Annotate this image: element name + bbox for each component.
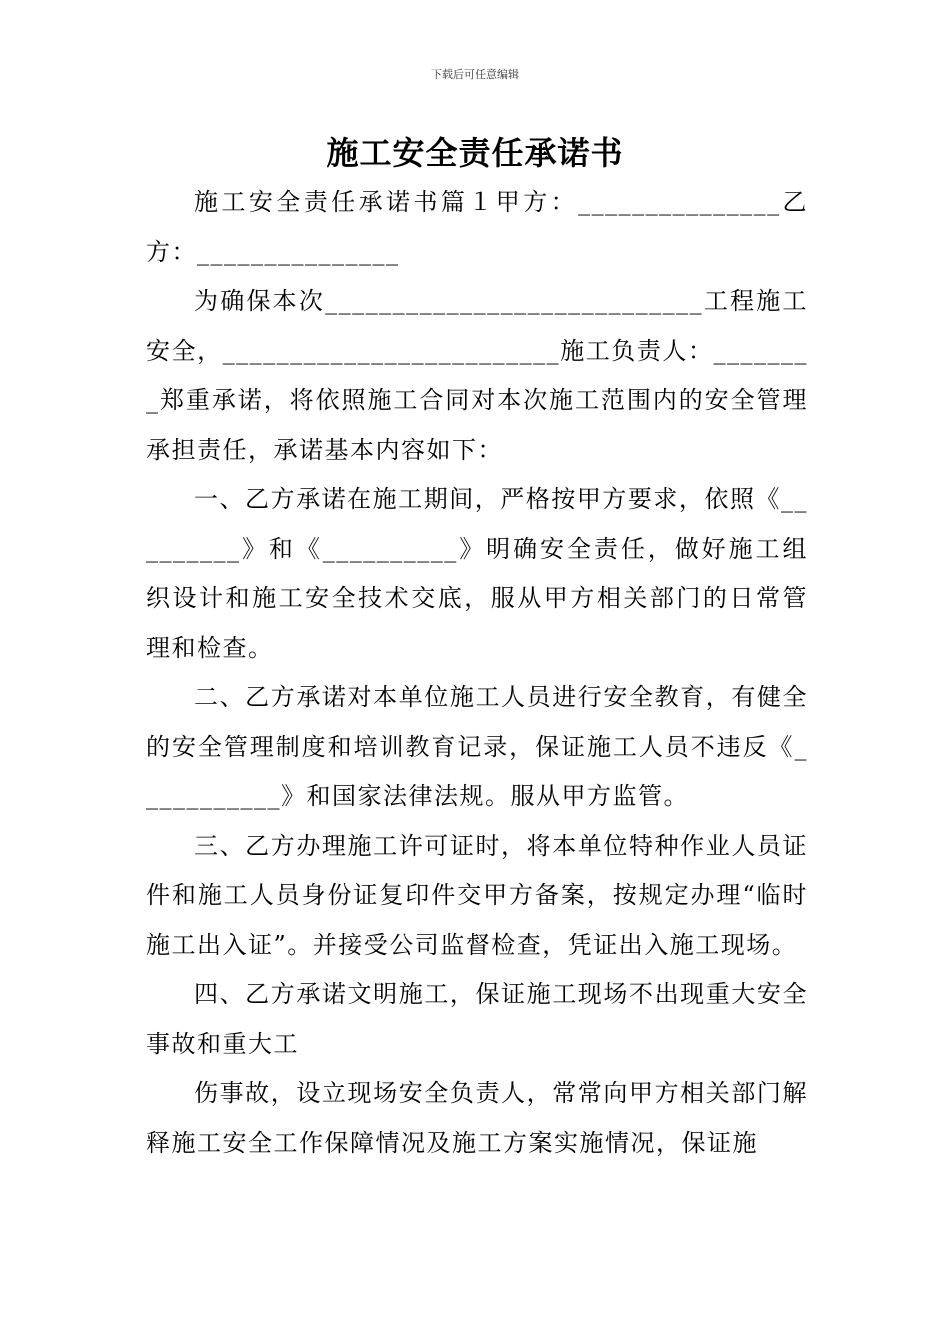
paragraph-clause-4-continued: 伤事故，设立现场安全负责人，常常向甲方相关部门解释施工安全工作保障情况及施工方案实施情况，保证施	[146, 1079, 808, 1157]
paragraph-commitment: 为确保本次____________________________工程施工安全，_________________________施工负责人：________郑重承诺，将依照施工合同对本次施工范围内的安全管理承担责任，承诺基本内容如下：	[146, 287, 808, 464]
header-note: 下载后可任意编辑	[431, 68, 519, 81]
document-body	[146, 178, 808, 1168]
paragraph-intro: 施工安全责任承诺书篇１甲方：_______________乙方：_______________	[146, 188, 808, 266]
document-title: 施工安全责任承诺书	[326, 134, 624, 172]
paragraph-clause-2: 二、乙方承诺对本单位施工人员进行安全教育，有健全的安全管理制度和培训教育记录，保证施工人员不违反《___________》和国家法律法规。服从甲方监管。	[146, 683, 808, 810]
paragraph-clause-4: 四、乙方承诺文明施工，保证施工现场不出现重大安全事故和重大工	[146, 980, 808, 1058]
paragraph-clause-3: 三、乙方办理施工许可证时，将本单位特种作业人员证件和施工人员身份证复印件交甲方备案，按规定办理“临时施工出入证”。并接受公司监督检查，凭证出入施工现场。	[146, 831, 808, 959]
paragraph-clause-1: 一、乙方承诺在施工期间，严格按甲方要求，依照《_________》和《__________》明确安全责任，做好施工组织设计和施工安全技术交底，服从甲方相关部门的日常管理和检查。	[146, 485, 808, 662]
